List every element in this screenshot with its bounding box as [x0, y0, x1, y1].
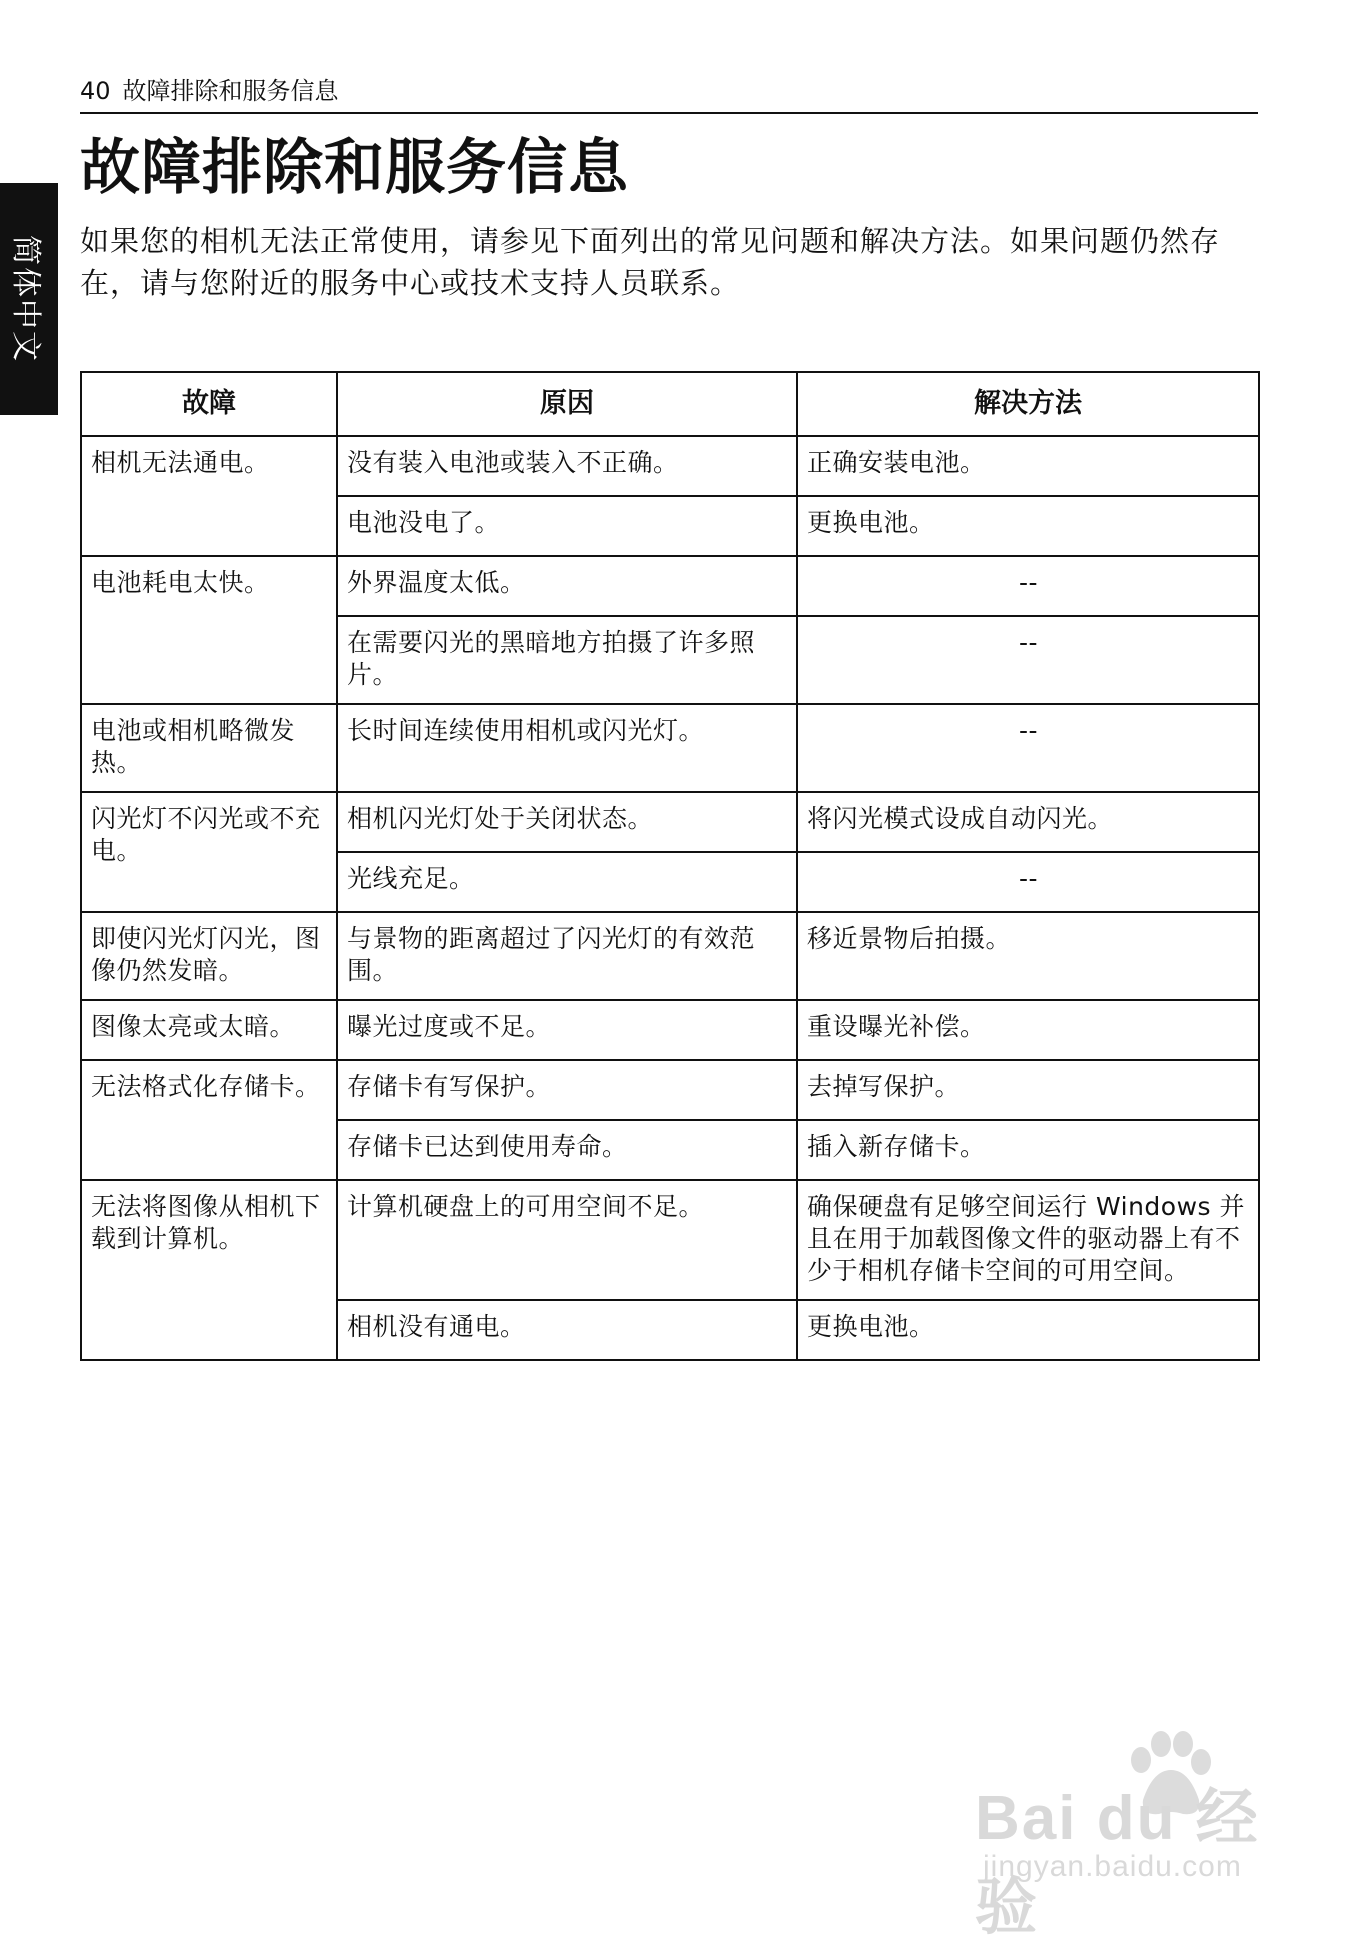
problem-cell: 相机无法通电。 — [81, 436, 337, 556]
watermark-logo: Bai du 经验 — [975, 1784, 1260, 1942]
problem-cell: 即使闪光灯闪光，图像仍然发暗。 — [81, 912, 337, 1000]
cause-cell: 电池没电了。 — [337, 496, 797, 556]
problem-cell: 图像太亮或太暗。 — [81, 1000, 337, 1060]
header-solution: 解决方法 — [797, 372, 1259, 436]
header-problem: 故障 — [81, 372, 337, 436]
table-header-row — [81, 372, 1259, 436]
table-row — [81, 704, 1259, 792]
language-tab — [0, 183, 58, 415]
running-header — [80, 74, 1258, 114]
problem-cell: 闪光灯不闪光或不充电。 — [81, 792, 337, 912]
solution-cell: 更换电池。 — [797, 1300, 1259, 1360]
solution-cell: 确保硬盘有足够空间运行 Windows 并且在用于加载图像文件的驱动器上有不少于相机存储卡空间的可用空间。 — [797, 1180, 1259, 1300]
solution-cell: 移近景物后拍摄。 — [797, 912, 1259, 1000]
troubleshooting-table — [80, 371, 1260, 1361]
table-row — [81, 1180, 1259, 1300]
problem-cell: 无法格式化存储卡。 — [81, 1060, 337, 1180]
cause-cell: 曝光过度或不足。 — [337, 1000, 797, 1060]
cause-cell: 相机闪光灯处于关闭状态。 — [337, 792, 797, 852]
table-row — [81, 436, 1259, 496]
solution-cell: 去掉写保护。 — [797, 1060, 1259, 1120]
solution-cell: 重设曝光补偿。 — [797, 1000, 1259, 1060]
solution-cell: 将闪光模式设成自动闪光。 — [797, 792, 1259, 852]
cause-cell: 长时间连续使用相机或闪光灯。 — [337, 704, 797, 792]
cause-cell: 光线充足。 — [337, 852, 797, 912]
table-row — [81, 912, 1259, 1000]
solution-cell: -- — [797, 556, 1259, 616]
watermark-url: jingyan.baidu.com — [983, 1850, 1242, 1883]
table-row — [81, 556, 1259, 616]
problem-cell: 电池或相机略微发热。 — [81, 704, 337, 792]
cause-cell: 外界温度太低。 — [337, 556, 797, 616]
cause-cell: 没有装入电池或装入不正确。 — [337, 436, 797, 496]
table-row — [81, 1000, 1259, 1060]
language-tab-label: 简体中文 — [8, 235, 43, 363]
header-cause: 原因 — [337, 372, 797, 436]
page-number: 40 — [80, 77, 111, 105]
problem-cell: 无法将图像从相机下载到计算机。 — [81, 1180, 337, 1360]
cause-cell: 相机没有通电。 — [337, 1300, 797, 1360]
solution-cell: -- — [797, 704, 1259, 792]
solution-cell: -- — [797, 852, 1259, 912]
solution-cell: -- — [797, 616, 1259, 704]
table-row — [81, 1060, 1259, 1120]
cause-cell: 存储卡已达到使用寿命。 — [337, 1120, 797, 1180]
baidu-jingyan-watermark — [975, 1730, 1295, 1942]
cause-cell: 存储卡有写保护。 — [337, 1060, 797, 1120]
cause-cell: 计算机硬盘上的可用空间不足。 — [337, 1180, 797, 1300]
intro-paragraph: 如果您的相机无法正常使用，请参见下面列出的常见问题和解决方法。如果问题仍然存在，请与您附近的服务中心或技术支持人员联系。 — [80, 224, 1221, 300]
solution-cell: 正确安装电池。 — [797, 436, 1259, 496]
cause-cell: 在需要闪光的黑暗地方拍摄了许多照片。 — [337, 616, 797, 704]
solution-cell: 更换电池。 — [797, 496, 1259, 556]
running-header-title: 故障排除和服务信息 — [122, 77, 339, 105]
problem-cell: 电池耗电太快。 — [81, 556, 337, 704]
page-title: 故障排除和服务信息 — [80, 133, 629, 203]
cause-cell: 与景物的距离超过了闪光灯的有效范围。 — [337, 912, 797, 1000]
table-row — [81, 792, 1259, 852]
solution-cell: 插入新存储卡。 — [797, 1120, 1259, 1180]
